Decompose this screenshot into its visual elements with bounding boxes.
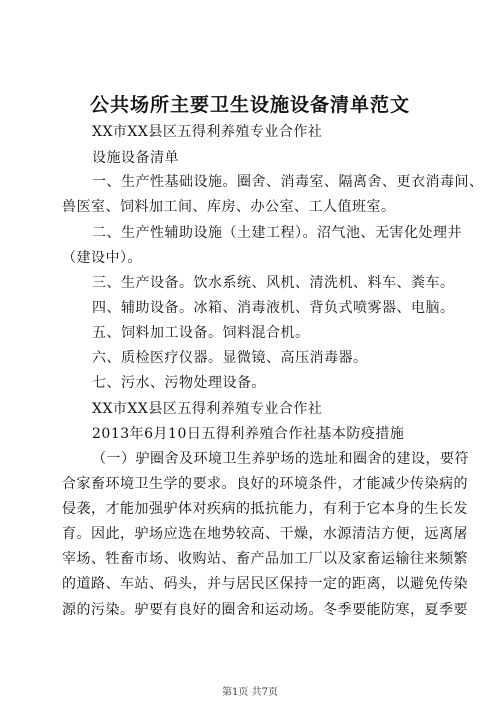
line-20: 源的污染。驴要有良好的圈舍和运动场。冬季要能防寒，夏季要 (62, 602, 468, 618)
line-19: 的道路、车站、码头，并与居民区保持一定的距离，以避免传染 (62, 576, 468, 592)
line-03: 一、生产性基础设施。圈舍、消毒室、隔离舍、更衣消毒间、 (92, 174, 484, 190)
page-footer: 第1页 共7页 (222, 687, 278, 698)
line-15: 合家畜环境卫生学的要求。良好的环境条件，才能减少传染病的 (62, 476, 468, 492)
line-14: （一）驴圈舍及环境卫生养驴场的选址和圈舍的建设，要符 (92, 451, 469, 467)
line-08: 四、辅助设备。冰箱、消毒液机、背负式喷雾器、电脑。 (92, 300, 455, 316)
line-07: 三、生产设备。饮水系统、风机、清洗机、料车、粪车。 (92, 275, 455, 291)
line-02: 设施设备清单 (92, 150, 179, 166)
line-17: 育。因此，驴场应选在地势较高、干燥，水源清洁方便，远离屠 (62, 526, 468, 542)
line-13: 2013年6月10日五得利养殖合作社基本防疫措施 (92, 426, 405, 442)
line-12: XX市XX县区五得利养殖专业合作社 (92, 401, 323, 417)
line-06: （建设中）。 (62, 250, 142, 266)
line-04: 兽医室、饲料加工间、库房、办公室、工人值班室。 (62, 199, 396, 215)
line-18: 宰场、牲畜市场、收购站、畜产品加工厂以及家畜运输往来频繁 (62, 551, 468, 567)
line-10: 六、质检医疗仪器。显微镜、高压消毒器。 (92, 350, 368, 366)
line-01: XX市XX县区五得利养殖专业合作社 (92, 124, 323, 140)
line-16: 侵袭，才能加强驴体对疾病的抵抗能力，有利于它本身的生长发 (62, 501, 468, 517)
line-11: 七、污水、污物处理设备。 (92, 375, 266, 391)
line-09: 五、饲料加工设备。饲料混合机。 (92, 325, 310, 341)
line-05: 二、生产性辅助设施（土建工程）。沼气池、无害化处理井 (92, 225, 462, 241)
page-title: 公共场所主要卫生设施设备清单范文 (89, 94, 410, 116)
